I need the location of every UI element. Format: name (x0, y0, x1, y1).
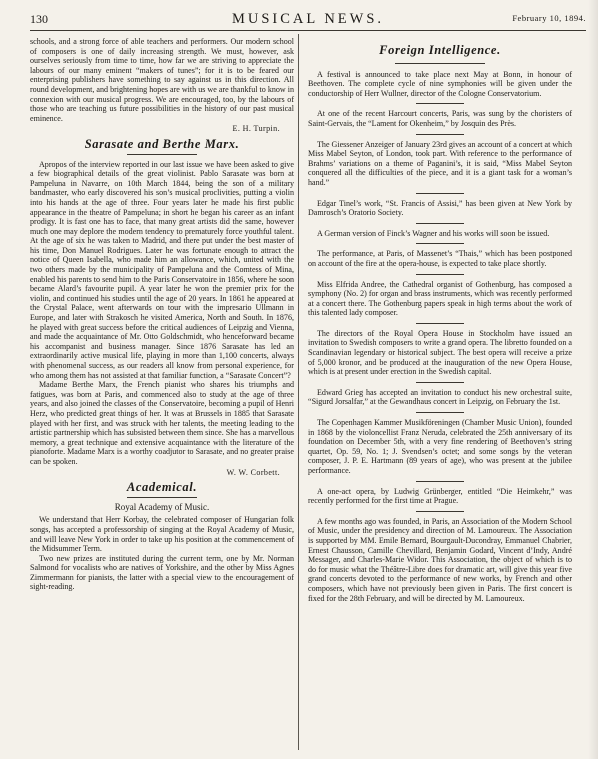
intro-signature: E. H. Turpin. (232, 124, 280, 134)
news-item: A festival is announced to take place next May at Bonn, in honour of Beethoven. The complete cycle of nine symphonies will be given under the conductorship of Herr Wullner, director of the Cologne Conservatorium. (308, 69, 572, 98)
sarasate-signature: W. W. Corbett. (226, 467, 280, 477)
separator (416, 511, 464, 512)
news-item: Edward Grieg has accepted an invitation to conduct his new orchestral suite, “Sigurd Jorsalfar,” at the Gewandhaus concert in Leipzig, on February the 1st. (308, 387, 572, 407)
separator (416, 382, 464, 383)
heading-rule (127, 497, 197, 498)
page-edge-shadow (588, 0, 598, 759)
separator (416, 223, 464, 224)
left-column (30, 37, 294, 592)
running-title: MUSICAL NEWS. (231, 11, 385, 27)
news-item: Edgar Tinel’s work, “St. Francis of Assisi,” has been given at New York by Damrosch’s Oratorio Society. (308, 198, 572, 218)
separator (416, 134, 464, 135)
news-item: Miss Elfrida Andree, the Cathedral organist of Gothenburg, has composed a symphony (No. 2) for organ and brass instruments, which was recently performed at a concert there. The Gothenburg papers speak in high terms about the work of this talented lady composer. (308, 279, 572, 318)
news-item: The directors of the Royal Opera House in Stockholm have issued an invitation to Swedish composers to write a grand opera. The libretto founded on a Scandinavian legendary or historical subject. The best opera will receive a prize of 5,000 kronor, and be produced at the inauguration of the new Opera House, which is at present under erection in the Swedish capital. (308, 328, 572, 377)
page-number: 130 (30, 12, 48, 26)
separator (416, 412, 464, 413)
ram-paragraph-1: We understand that Herr Korbay, the celebrated composer of Hungarian folk songs, has accepted a professorship of singing at the Royal Academy of Music, and will leave New York in order to take up his position at the commencement of the Midsummer Term. (30, 515, 294, 554)
news-item: The Giessener Anzeiger of January 23rd gives an account of a concert at which Miss Mabel Seyton, of London, took part. With reference to the performance of Brahms’ variations on a theme of Paganini’s, it is said, “Miss Mabel Seyton conquered all the difficulties of the piece, and it is a giant task for a woman’s hand.” (308, 139, 572, 187)
sarasate-paragraph-1: Apropos of the interview reported in our last issue we have been asked to give a few biographical details of the great violinist. Pablo Sarasate was born at Pampeluna in Navarre, on 10th March 1844, being the son of a military bandmaster, who early discovered his son’s musical proclivities, putting a violin into his hands at the age of three. Four years later he made his first public appearance in the theatre of Pampeluna; in short he began his career as an infant prodigy. It is fast one has to face, that many great artists did the same, however much one may deplore the modern tendency to prematurely force youthful talent. At the age of six he was taken to Madrid, and there put under the best master of his time, Don Manuel Rodrigues. Later he was fortunate enough to attract the notice of Queen Isabella, who made him an allowance, which, united with the two others made by the municipality of Pampeluna and the Comtess of Mina, enabled his parents to send him to the Paris Conservatoire in 1856, where he soon became Alard’s favourite pupil. A year later he won the premier prix for the violin, and continued his studies until the age of 20 years. In 1861 he appeared at the Crystal Palace, went afterwards on tour with the impresario Ullmann in Europe, and later with Strakosch he visited America, North and South. In 1876, he played with great success before the critical audiences of Leipzig and Vienna, and made the acquaintance of Mr. Otto Goldschmidt, who henceforward became his accompanist and business manager. Since 1876 Sarasate has led an extraordinarily active musical life, playing in more than 1,100 concerts, always with phenomenal success, as our readers all know from personal experience, for who among them has not assisted at that familiar function, a “Sarasate Concert”? (30, 159, 294, 380)
news-item: The Copenhagen Kammer Musikföreningen (Chamber Music Union), founded in 1868 by the violoncellist Franz Neruda, celebrated the 25th anniversary of its foundation on December 5th, with a very fine rendering of Beethoven’s string quartet, Op. 59, No. 1; J. Svendsen’s octet; and some songs by the veteran composer, J. P. E. Hartmann (89 years of age), who was present at the jubilee performance. (308, 418, 572, 475)
separator (416, 323, 464, 324)
foreign-heading: Foreign Intelligence. (379, 43, 501, 57)
separator (416, 481, 464, 482)
page-header (30, 8, 586, 31)
news-item: A one-act opera, by Ludwig Grünberger, entitled “Die Heimkehr,” was recently performed for the first time at Prague. (308, 486, 572, 506)
separator (416, 243, 464, 244)
intro-paragraph: schools, and a strong force of able teachers and performers. Our modern school of composers is one of daily increasing strength. We must, however, ask ourselves seriously from time to time, how far we are striving to appreciate the labours of our many eminent “makers of tunes”; for it is to be feared our enterprising publishers have something to say against us in this direction. All round development, and brightening hopes are with us we are thankful to know in connexion with our musical progress. We are encouraged, too, by the labours of those who are teaching us future possibilities in the history of our past musical eminence. (30, 37, 294, 123)
separator (416, 103, 464, 104)
right-column (308, 40, 572, 603)
news-item: At one of the recent Harcourt concerts, Paris, was sung by the choristers of Saint-Gervais, the “Lament for Okenheim,” by Josquin des Près. (308, 109, 572, 128)
separator (416, 274, 464, 275)
heading-rule (395, 63, 485, 64)
sarasate-paragraph-2: Madame Berthe Marx, the French pianist who shares his triumphs and fatigues, was born at Paris, and commenced also to study at the age of three years, and also joined the classes of the Conservatoire, becoming a pupil of Henri Herz, who predicted great things of her. It was at Brussels in 1885 that Sarasate played with her first, and was struck with her talents, the meeting leading to the artistic partnership which has subsisted between them since. She has a marvellous memory, a great technique and extensive acquaintance with the literature of the pianoforte. Madame Marx is a worthy coadjutor to Sarasate, and no greater praise can be spoken. (30, 380, 294, 466)
news-item: A German version of Finck’s Wagner and his works will soon be issued. (317, 228, 550, 238)
academical-heading: Academical. (126, 480, 198, 495)
news-item: A few months ago was founded, in Paris, an Association of the Modern School of Music, under the presidency and direction of M. Lamoureux. The Association is supported by MM. Emile Bernard, Bourgault-Ducondray, Emmanuel Chabrier, Ernest Chausson, Camille Chevillard, Benjamin Godard, Vincent d’Indy, André Messager, and Charles-Marie Widor. This Association, the object of which is to do for music what the Théâtre-Libre does for dramatic art, will give this year five grand concerts devoted to the performance of new works, by French and other composers, which have not previously been given in Paris. The first concert is fixed for the 28th February, and will be directed by M. Lamoureux. (308, 516, 572, 603)
column-divider (298, 34, 299, 750)
heading-rule (127, 154, 197, 155)
separator (416, 193, 464, 194)
news-item: The performance, at Paris, of Massenet’s “Thais,” which has been postponed on account of the fire at the opera-house, is expected to take place shortly. (308, 249, 572, 268)
ram-subheading: Royal Academy of Music. (114, 501, 210, 512)
sarasate-heading: Sarasate and Berthe Marx. (84, 136, 240, 151)
issue-date: February 10, 1894. (512, 13, 586, 23)
ram-paragraph-2: Two new prizes are instituted during the current term, one by Mr. Norman Salmond for vocalists who are natives of Yorkshire, and the other by Miss Agnes Zimmermann for pianists, the latter with a special view to the encouragement of sight-reading. (30, 553, 294, 592)
